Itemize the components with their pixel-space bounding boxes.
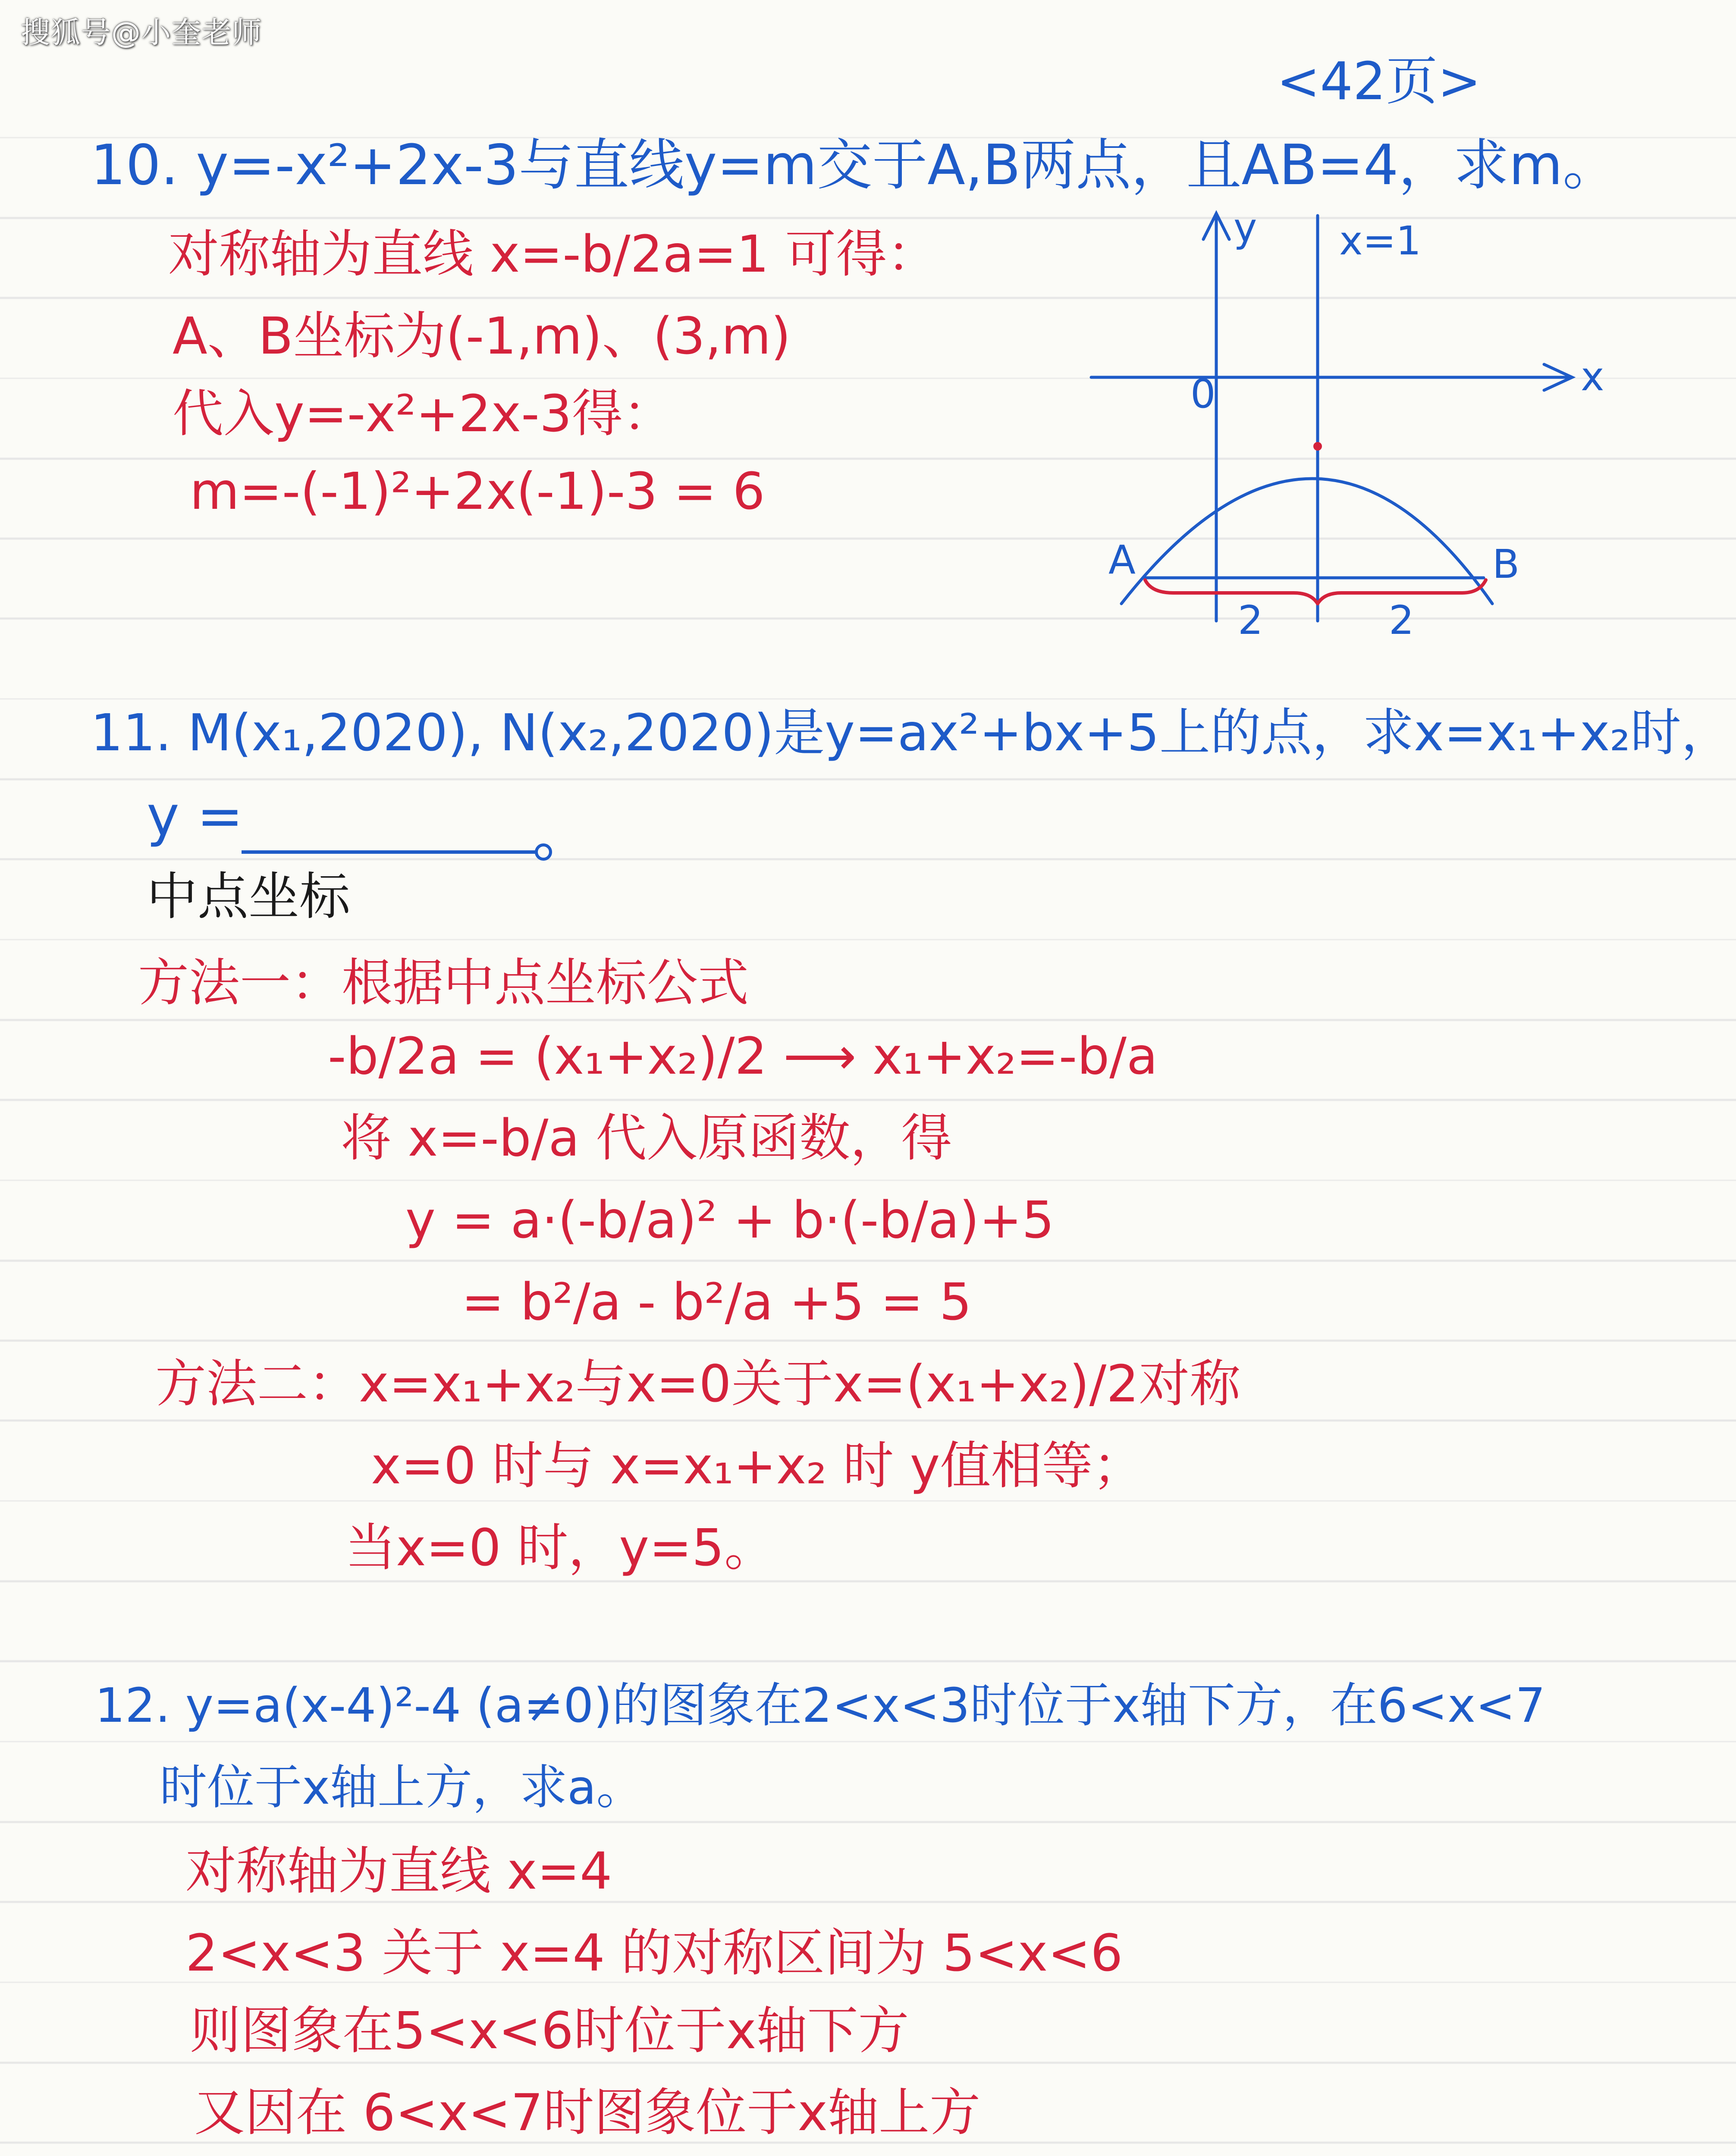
page-label: <42页> — [1277, 52, 1481, 112]
q11-answer-blank — [242, 850, 539, 854]
q12-line-4: 又因在 6<x<7时图象位于x轴上方 — [194, 2083, 981, 2142]
q10-line-3: 代入y=-x²+2x-3得： — [173, 384, 674, 443]
point-b-label: B — [1492, 541, 1520, 587]
vertex-dot — [1313, 442, 1322, 451]
q11-method2-title: 方法二：x=x₁+x₂与x=0关于x=(x₁+x₂)/2对称 — [155, 1354, 1241, 1413]
q10-statement: 10. y=-x²+2x-3与直线y=m交于A,B两点，且AB=4，求m。 — [91, 133, 1618, 197]
q10-line-4: m=-(-1)²+2x(-1)-3 = 6 — [190, 461, 765, 521]
y-axis-label: y — [1234, 205, 1257, 251]
q11-heading: 中点坐标 — [147, 867, 351, 926]
symmetry-label: x=1 — [1339, 218, 1422, 264]
q11-method2-line-1: x=0 时与 x=x₁+x₂ 时 y值相等； — [371, 1436, 1144, 1495]
q12-statement-cont: 时位于x轴上方，求a。 — [160, 1760, 644, 1815]
q10-line-1: 对称轴为直线 x=-b/2a=1 可得： — [168, 224, 938, 284]
segment-left-label: 2 — [1238, 597, 1263, 643]
q11-method1-line-3: y = a·(-b/a)² + b·(-b/a)+5 — [405, 1190, 1055, 1250]
q12-line-3: 则图象在5<x<6时位于x轴下方 — [190, 2001, 909, 2060]
q11-statement: 11. M(x₁,2020), N(x₂,2020)是y=ax²+bx+5上的点，求x=x₁+x₂时， — [91, 703, 1732, 762]
q12-statement: 12. y=a(x-4)²-4 (a≠0)的图象在2<x<3时位于x轴下方，在6<x<7 — [95, 1678, 1546, 1733]
point-a-label: A — [1108, 537, 1136, 583]
segment-right-label: 2 — [1389, 597, 1414, 643]
q11-method1-title: 方法一：根据中点坐标公式 — [138, 953, 749, 1012]
watermark: 搜狐号@小奎老师 — [21, 16, 263, 50]
origin-label: 0 — [1190, 371, 1216, 417]
q11-method1-line-2: 将 x=-b/a 代入原函数，得 — [341, 1108, 952, 1168]
q12-line-2: 2<x<3 关于 x=4 的对称区间为 5<x<6 — [185, 1923, 1123, 1983]
brace-left — [1145, 580, 1318, 604]
q11-answer-prefix: y = — [147, 784, 243, 849]
q12-line-1: 对称轴为直线 x=4 — [185, 1841, 612, 1901]
q10-line-2: A、B坐标为(-1,m)、(3,m) — [173, 306, 791, 366]
q11-method1-line-1: -b/2a = (x₁+x₂)/2 ⟶ x₁+x₂=-b/a — [328, 1026, 1158, 1086]
q11-method1-line-4: = b²/a - b²/a +5 = 5 — [461, 1272, 972, 1332]
parabola — [1121, 479, 1492, 604]
q11-method2-line-2: 当x=0 时，y=5。 — [345, 1518, 775, 1577]
x-axis-label: x — [1581, 354, 1604, 400]
q11-blank-end-dot — [535, 843, 552, 861]
